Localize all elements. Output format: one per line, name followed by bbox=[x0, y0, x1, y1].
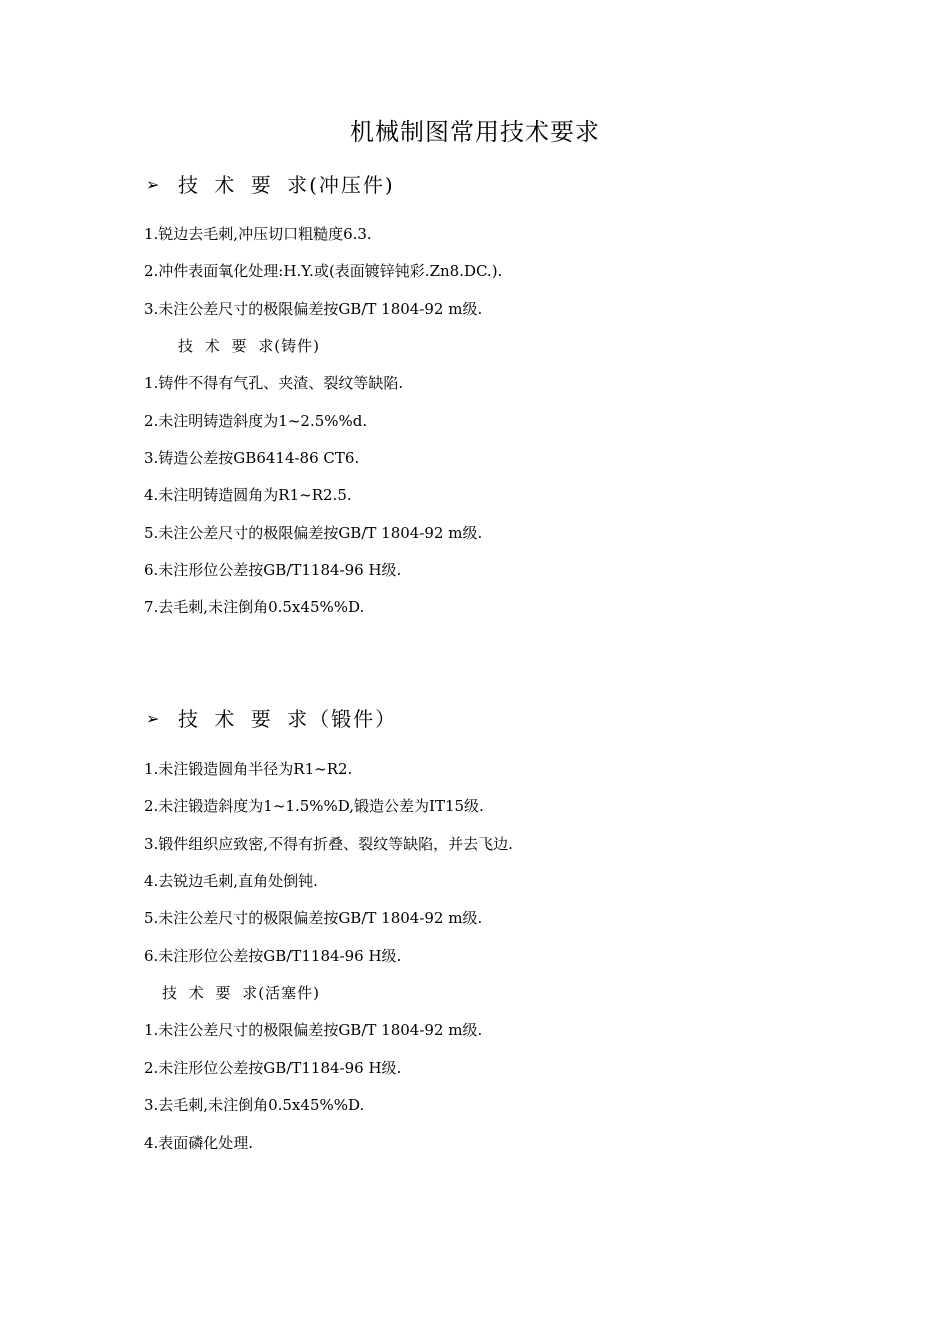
section-heading-stamping bbox=[146, 170, 395, 200]
list-item: 7.去毛刺,未注倒角0.5x45%%D. bbox=[144, 598, 365, 616]
list-item: 1.未注锻造圆角半径为R1~R2. bbox=[144, 760, 353, 778]
section-heading-casting: 技 术 要 求(铸件) bbox=[178, 337, 321, 355]
list-item: 3.锻件组织应致密,不得有折叠、裂纹等缺陷，并去飞边. bbox=[144, 835, 513, 853]
list-item: 2.冲件表面氧化处理:H.Y.或(表面镀锌钝彩.Zn8.DC.). bbox=[144, 262, 503, 280]
list-item: 4.去锐边毛刺,直角处倒钝. bbox=[144, 872, 318, 890]
section-heading-forging bbox=[146, 704, 397, 734]
arrow-bullet-icon: ➢ bbox=[146, 709, 160, 728]
list-item: 4.未注明铸造圆角为R1~R2.5. bbox=[144, 486, 352, 504]
list-item: 3.未注公差尺寸的极限偏差按GB/T 1804-92 m级. bbox=[144, 300, 483, 318]
list-item: 1.未注公差尺寸的极限偏差按GB/T 1804-92 m级. bbox=[144, 1021, 483, 1039]
list-item: 5.未注公差尺寸的极限偏差按GB/T 1804-92 m级. bbox=[144, 524, 483, 542]
list-item: 4.表面磷化处理. bbox=[144, 1134, 254, 1152]
list-item: 1.铸件不得有气孔、夹渣、裂纹等缺陷. bbox=[144, 374, 404, 392]
arrow-bullet-icon: ➢ bbox=[146, 175, 160, 194]
list-item: 3.去毛刺,未注倒角0.5x45%%D. bbox=[144, 1096, 365, 1114]
list-item: 5.未注公差尺寸的极限偏差按GB/T 1804-92 m级. bbox=[144, 909, 483, 927]
list-item: 2.未注形位公差按GB/T1184-96 H级. bbox=[144, 1059, 402, 1077]
list-item: 2.未注锻造斜度为1~1.5%%D,锻造公差为IT15级. bbox=[144, 797, 484, 815]
section-heading-piston: 技 术 要 求(活塞件) bbox=[162, 984, 321, 1002]
list-item: 6.未注形位公差按GB/T1184-96 H级. bbox=[144, 561, 402, 579]
section-heading-text: 技 术 要 求（锻件） bbox=[178, 707, 398, 731]
list-item: 2.未注明铸造斜度为1~2.5%%d. bbox=[144, 412, 368, 430]
list-item: 3.铸造公差按GB6414-86 CT6. bbox=[144, 449, 360, 467]
section-heading-text: 技 术 要 求(冲压件) bbox=[178, 173, 395, 197]
list-item: 6.未注形位公差按GB/T1184-96 H级. bbox=[144, 947, 402, 965]
document-title: 机械制图常用技术要求 bbox=[350, 118, 600, 146]
list-item: 1.锐边去毛刺,冲压切口粗糙度6.3. bbox=[144, 225, 372, 243]
